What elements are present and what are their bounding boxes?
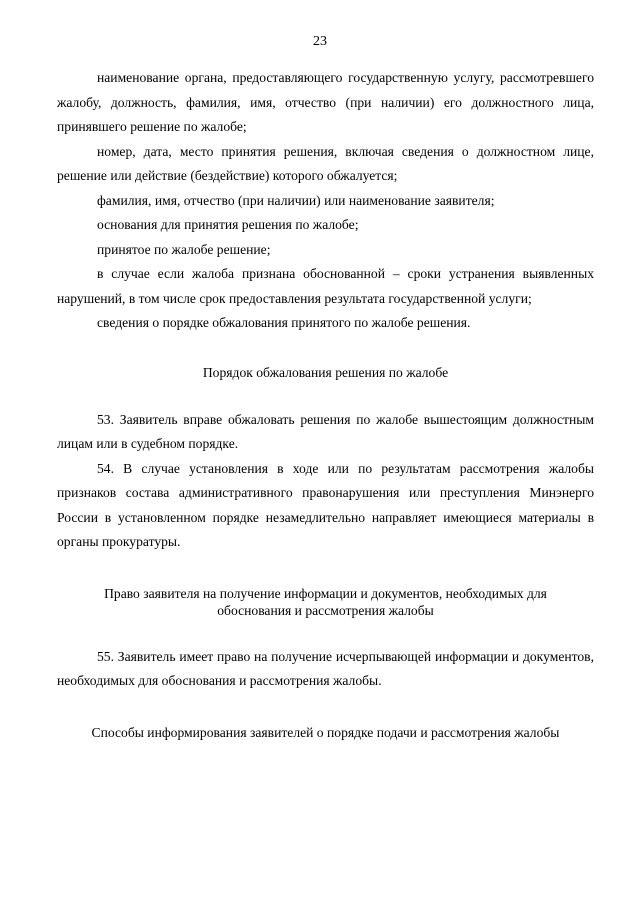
page-number: 23 bbox=[313, 34, 327, 49]
page-content bbox=[57, 66, 594, 741]
list-item-grounds: основания для принятия решения по жалобе; bbox=[97, 217, 359, 232]
list-item-decision-details: номер, дата, место принятия решения, включая сведения о должностном лице, решение или действие (бездействие) которого обжалуется; bbox=[57, 143, 594, 183]
list-item-appeal-procedure: сведения о порядке обжалования принятого по жалобе решения. bbox=[97, 315, 471, 330]
section-heading-rights bbox=[57, 585, 594, 619]
paragraph-53: 53. Заявитель вправе обжаловать решения по жалобе вышестоящим должностным лицам или в судебном порядке. bbox=[57, 411, 594, 451]
section-heading-appeal: Порядок обжалования решения по жалобе bbox=[202, 364, 449, 380]
paragraph-55: 55. Заявитель имеет право на получение исчерпывающей информации и документов, необходимых для обоснования и рассмотрения жалобы. bbox=[57, 648, 594, 688]
list-item-decision: принятое по жалобе решение; bbox=[97, 241, 271, 257]
list-item-applicant-name: фамилия, имя, отчество (при наличии) или наименование заявителя; bbox=[97, 192, 495, 208]
list-item-deadlines: в случае если жалоба признана обоснованной – сроки устранения выявленных нарушений, в том числе срок предоставления результата государственной услуги; bbox=[57, 266, 594, 306]
section-heading-methods: Способы информирования заявителей о порядке подачи и рассмотрения жалобы bbox=[91, 724, 560, 740]
paragraph-54: 54. В случае установления в ходе или по результатам рассмотрения жалобы признаков состава административного правонарушения или преступления Минэнерго России в установленном порядке незамедлительно направляет имеющиеся материалы в органы прокуратуры. bbox=[57, 460, 594, 549]
list-item-body-name: наименование органа, предоставляющего государственную услугу, рассмотревшего жалобу, должность, фамилия, имя, отчество (при наличии) его должностного лица, принявшего решение по жалобе; bbox=[57, 70, 594, 134]
section-heading-rights-line1: Право заявителя на получение информации и документов, необходимых для bbox=[104, 585, 547, 601]
section-heading-rights-line2: обоснования и рассмотрения жалобы bbox=[217, 602, 434, 618]
